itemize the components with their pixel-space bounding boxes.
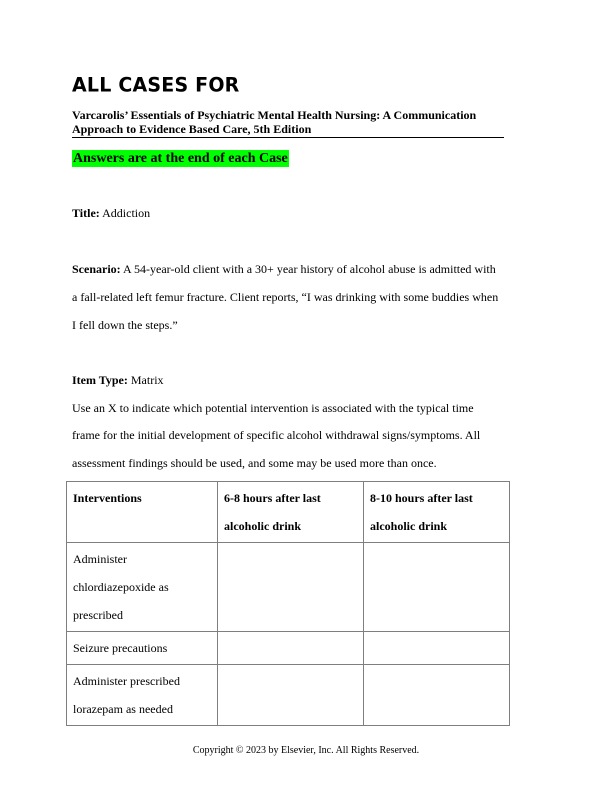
scenario-label: Scenario: bbox=[72, 262, 121, 276]
copyright-footer: Copyright © 2023 by Elsevier, Inc. All Rights Reserved. bbox=[192, 745, 420, 756]
answer-cell-6-8[interactable] bbox=[218, 665, 364, 726]
item-type-value: Matrix bbox=[130, 373, 164, 387]
answer-cell-6-8[interactable] bbox=[218, 632, 364, 665]
book-title: Varcarolis’ Essentials of Psychiatric Mental Health Nursing: A Communication Approach to Evidence Based Care, 5th Edition bbox=[72, 108, 504, 138]
table-row bbox=[67, 665, 510, 726]
intervention-matrix bbox=[66, 481, 510, 726]
scenario-line-2: a fall-related left femur fracture. Client reports, “I was drinking with some buddies when bbox=[72, 290, 499, 304]
answer-cell-8-10[interactable] bbox=[364, 543, 510, 632]
table-row bbox=[67, 632, 510, 665]
intervention-cell: Administer prescribed lorazepam as needed bbox=[67, 665, 218, 726]
scenario-text-1: A 54-year-old client with a 30+ year history of alcohol abuse is admitted with bbox=[123, 262, 496, 276]
case-title bbox=[72, 206, 150, 220]
answers-note: Answers are at the end of each Case bbox=[73, 151, 288, 166]
header-6-8-hours: 6-8 hours after last alcoholic drink bbox=[218, 482, 364, 543]
case-title-value: Addiction bbox=[102, 206, 151, 220]
scenario-line-3: I fell down the steps.” bbox=[72, 318, 178, 332]
item-type-label: Item Type: bbox=[72, 373, 128, 387]
item-type bbox=[72, 373, 164, 387]
answer-cell-8-10[interactable] bbox=[364, 632, 510, 665]
answer-cell-6-8[interactable] bbox=[218, 543, 364, 632]
header-interventions: Interventions bbox=[67, 482, 218, 543]
instructions-line-2: frame for the initial development of specific alcohol withdrawal signs/symptoms. All bbox=[72, 428, 481, 442]
table-row bbox=[67, 543, 510, 632]
answer-cell-8-10[interactable] bbox=[364, 665, 510, 726]
page-heading: ALL CASES FOR bbox=[72, 73, 240, 97]
instructions-line-1: Use an X to indicate which potential intervention is associated with the typical time bbox=[72, 401, 474, 415]
scenario-line-1 bbox=[72, 262, 496, 276]
intervention-cell: Seizure precautions bbox=[67, 632, 218, 665]
intervention-cell: Administer chlordiazepoxide as prescribed bbox=[67, 543, 218, 632]
instructions-line-3: assessment findings should be used, and some may be used more than once. bbox=[72, 456, 437, 470]
table-header-row bbox=[67, 482, 510, 543]
header-8-10-hours: 8-10 hours after last alcoholic drink bbox=[364, 482, 510, 543]
case-title-label: Title: bbox=[72, 206, 100, 220]
